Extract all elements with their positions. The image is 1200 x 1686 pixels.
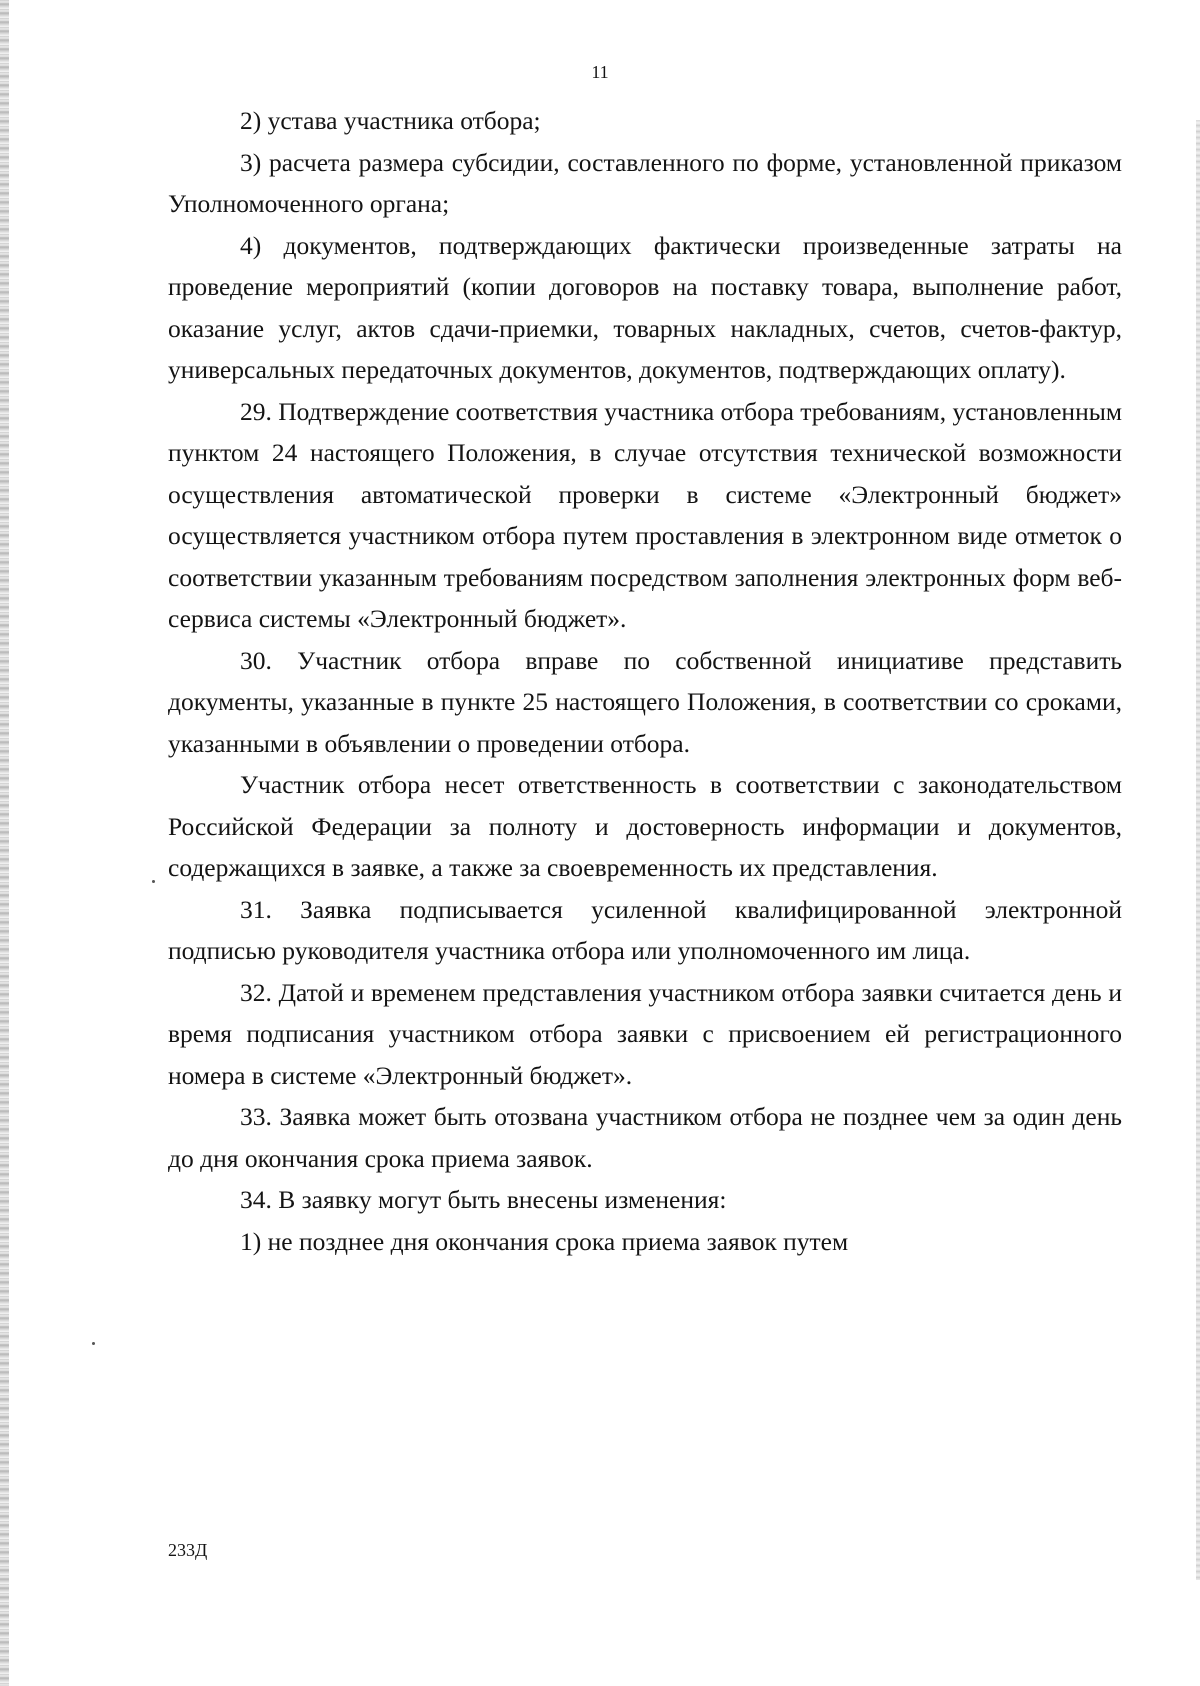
paragraph: Участник отбора несет ответственность в соответствии с законодательством Российской Федерации за полноту и достоверность информации и документов, содержащихся в заявке, а также за своевременность их представления. [168, 770, 1122, 882]
paragraph: 1) не позднее дня окончания срока приема заявок путем [240, 1226, 849, 1256]
paragraph: 34. В заявку могут быть внесены изменения: [240, 1185, 727, 1214]
paragraph: 29. Подтверждение соответствия участника отбора требованиям, установленным пунктом 24 настоящего Положения, в случае отсутствия технической возможности осуществления автоматической проверки в системе «Электронный бюджет» осуществляется участником отбора путем проставления в электронном виде отметок о соответствии указанным требованиям посредством заполнения электронных форм веб-сервиса системы «Электронный бюджет». [168, 396, 1122, 633]
scan-edge-right [1196, 120, 1200, 1580]
paragraph: 30. Участник отбора вправе по собственной инициативе представить документы, указанные в пункте 25 настоящего Положения, в соответствии со сроками, указанными в объявлении о проведении отбора. [168, 645, 1122, 758]
footer-code: 233Д [168, 1540, 208, 1560]
paragraph: 32. Датой и временем представления участником отбора заявки считается день и время подписания участником отбора заявки с присвоением ей регистрационного номера в системе «Электронный бюджет». [168, 977, 1122, 1090]
scan-speck [152, 880, 155, 883]
paragraph: 31. Заявка подписывается усиленной квалифицированной электронной подписью руководителя участника отбора или уполномоченного им лица. [168, 894, 1122, 965]
paragraph: 33. Заявка может быть отозвана участником отбора не позднее чем за один день до дня окончания срока приема заявок. [168, 1102, 1122, 1173]
paragraph: 2) устава участника отбора; [240, 106, 541, 135]
scan-edge-left [0, 0, 9, 1686]
page-number: 11 [591, 62, 609, 82]
scan-speck [92, 1342, 95, 1345]
body-text [168, 100, 1122, 1262]
paragraph: 3) расчета размера субсидии, составленного по форме, установленной приказом Уполномоченного органа; [168, 147, 1122, 218]
paragraph: 4) документов, подтверждающих фактически произведенные затраты на проведение мероприятий (копии договоров на поставку товара, выполнение работ, оказание услуг, актов сдачи-приемки, товарных накладных, счетов, счетов-фактур, универсальных передаточных документов, документов, подтверждающих оплату). [168, 230, 1122, 384]
